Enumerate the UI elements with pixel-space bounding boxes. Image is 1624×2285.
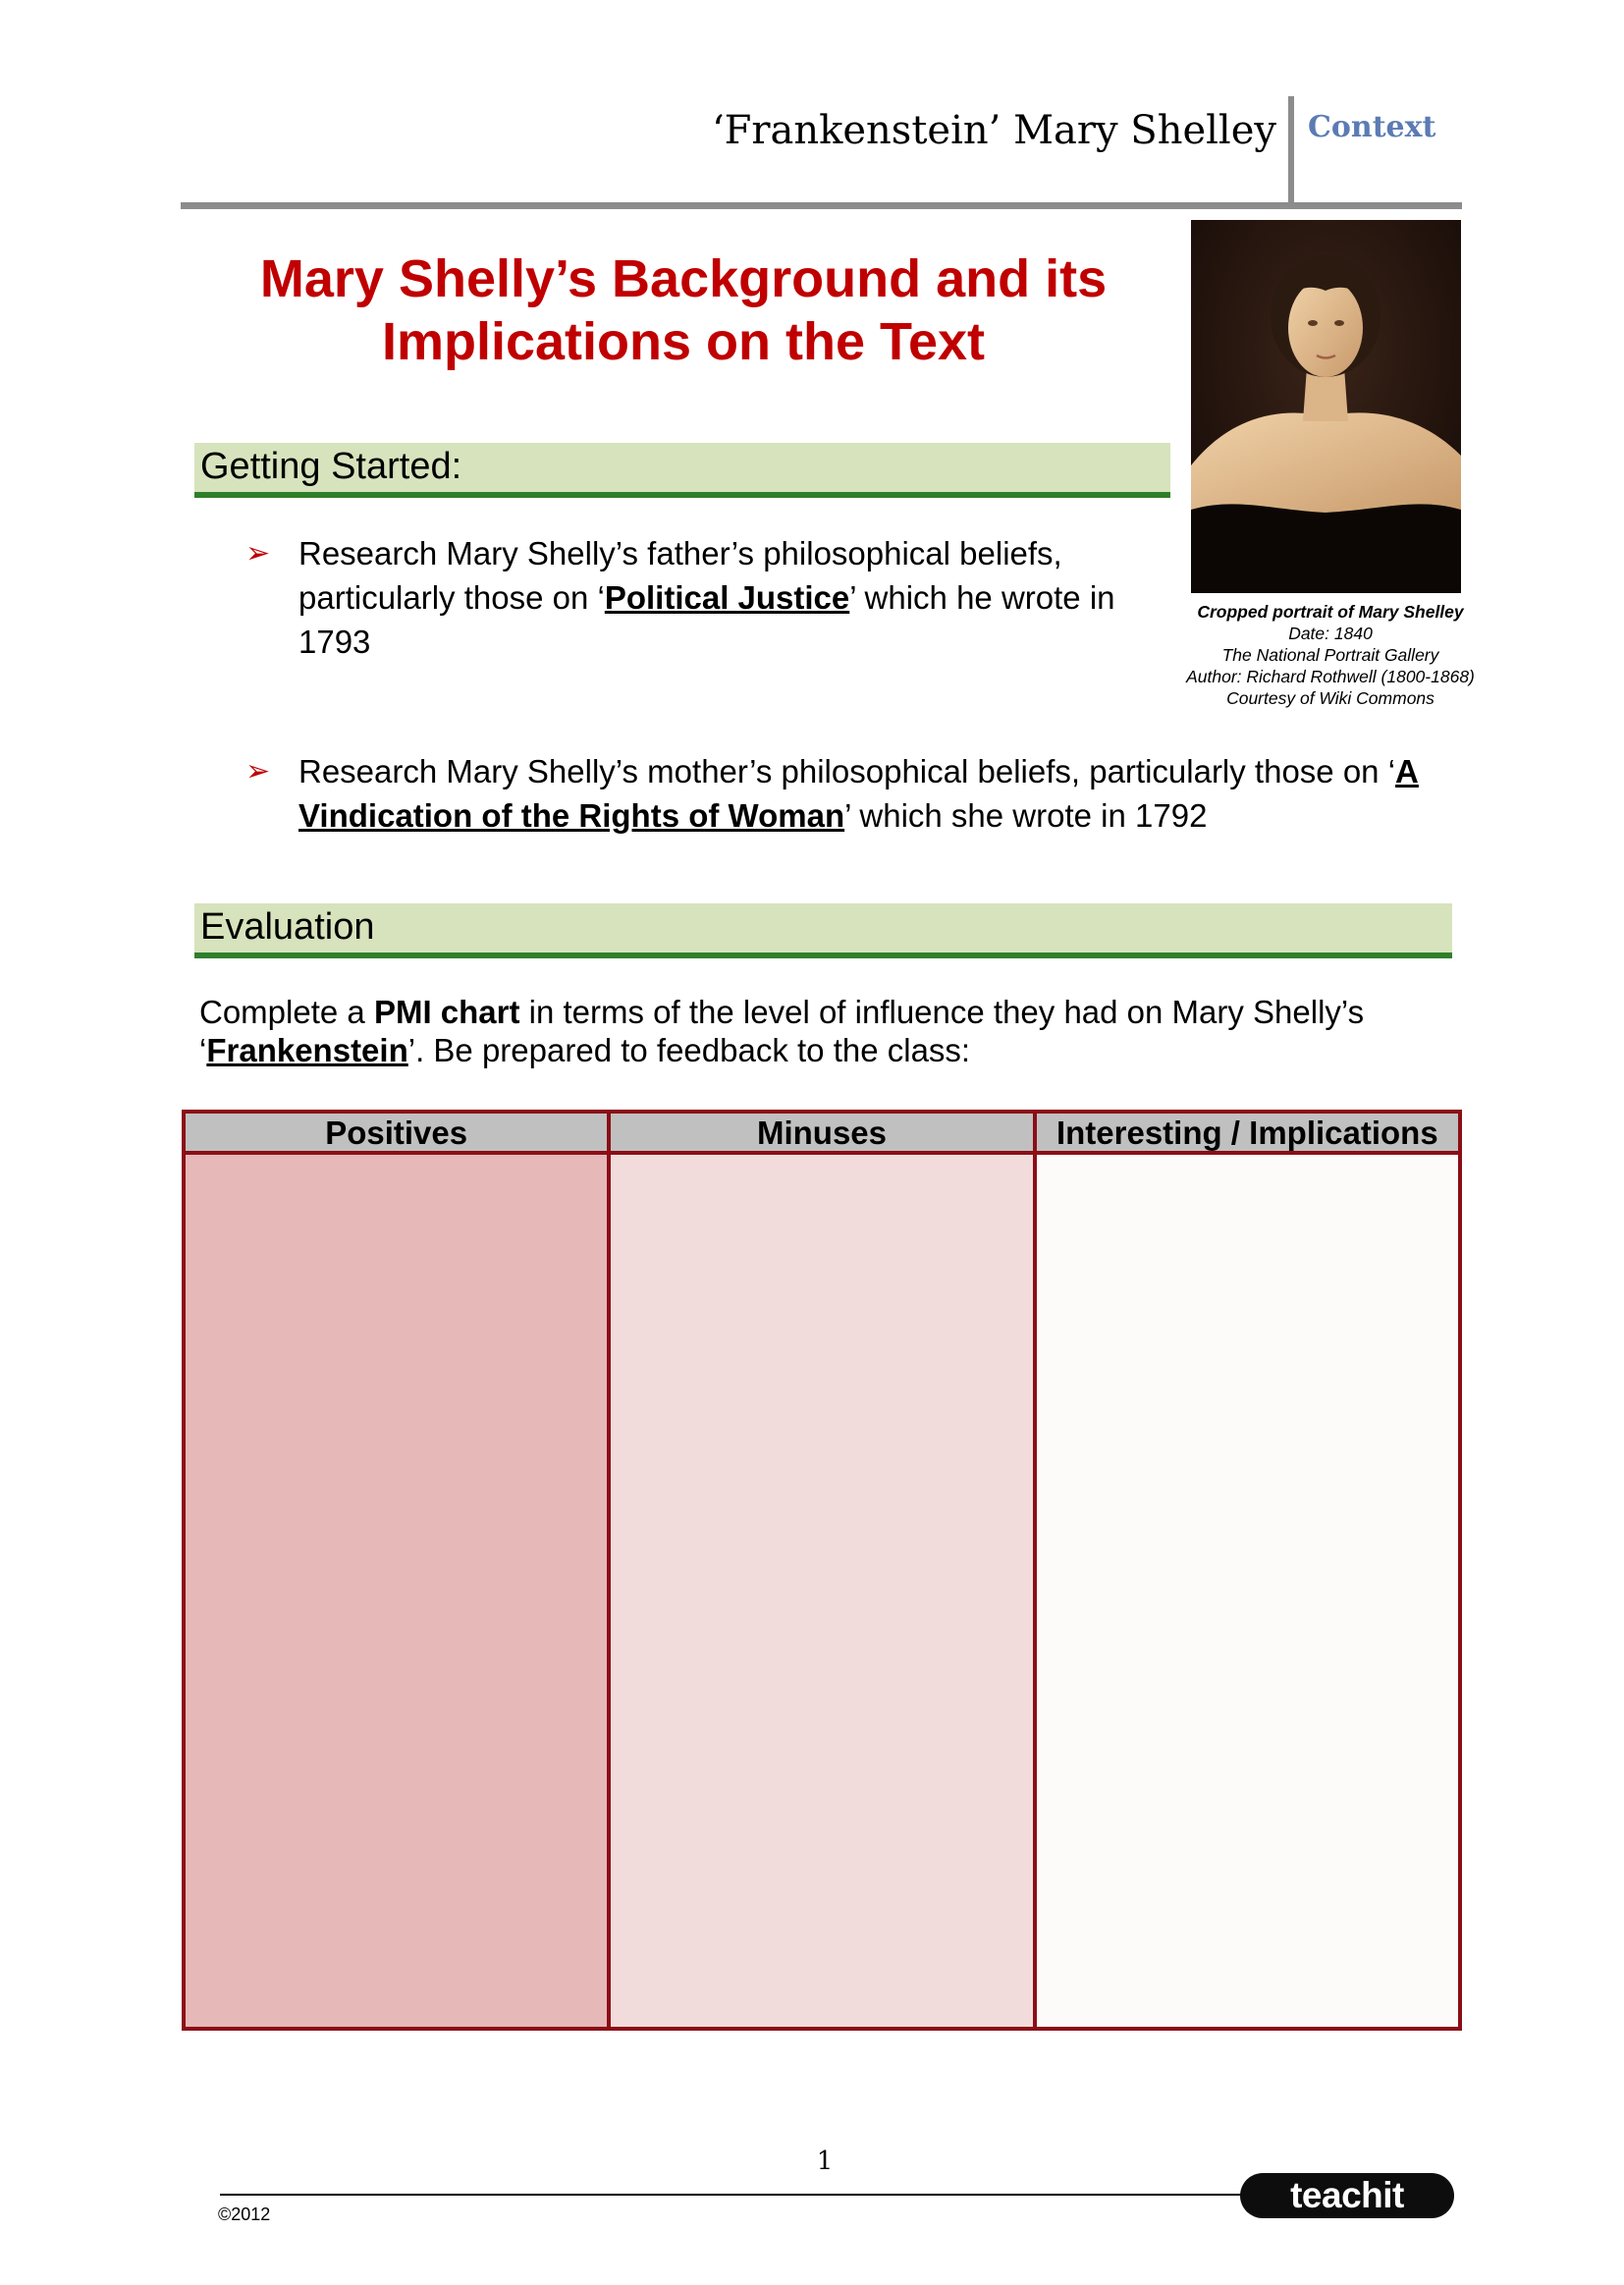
pmi-cell-minuses[interactable]: [611, 1155, 1032, 2027]
pmi-header-interesting: Interesting / Implications: [1037, 1114, 1458, 1155]
bullet-mother-text: Research Mary Shelly’s mother’s philosophical beliefs, particularly those on ‘: [298, 753, 1396, 789]
caption-gallery: The National Portrait Gallery: [1221, 645, 1439, 665]
instructions: [199, 993, 1436, 1069]
bullet-father: [298, 531, 1163, 664]
page-title-line1: Mary Shelly’s Background and its: [259, 249, 1108, 308]
document-title: ‘Frankenstein’ Mary Shelley: [711, 108, 1276, 153]
instr-pmi-chart: PMI chart: [373, 994, 520, 1030]
portrait-image: [1191, 220, 1461, 593]
instr-frankenstein: Frankenstein: [206, 1032, 408, 1068]
bullet-mother-tail: ’ which she wrote in 1792: [844, 797, 1208, 834]
portrait-caption: [1159, 601, 1502, 709]
copyright: ©2012: [218, 2204, 271, 2224]
pmi-column-minuses: [607, 1114, 1032, 2027]
caption-author: Author: Richard Rothwell (1800-1868): [1186, 667, 1475, 686]
teachit-logo: teachit: [1240, 2173, 1454, 2218]
bullet-mother: [298, 749, 1462, 838]
bullet-father-text: Research Mary Shelly’s father’s philosophical beliefs, particularly those on ‘: [298, 535, 1062, 616]
caption-date: Date: 1840: [1288, 624, 1373, 643]
caption-courtesy: Courtesy of Wiki Commons: [1226, 688, 1435, 708]
evaluation-heading: Evaluation: [194, 903, 1452, 958]
pmi-chart-table: [182, 1110, 1462, 2031]
pmi-column-interesting: [1033, 1114, 1458, 2027]
pmi-cell-positives[interactable]: [186, 1155, 607, 2027]
pmi-column-positives: [186, 1114, 607, 2027]
pmi-header-positives: Positives: [186, 1114, 607, 1155]
getting-started-heading: Getting Started:: [194, 443, 1170, 498]
bullet-father-tail: ’ which he wrote in 1793: [298, 579, 1115, 660]
instr-part3: ’. Be prepared to feedback to the class:: [407, 1032, 971, 1068]
instr-part1: Complete a: [199, 994, 374, 1030]
political-justice-link: Political Justice: [604, 579, 850, 616]
bullet-arrow-icon: ➢: [245, 537, 271, 570]
header-rule: [181, 202, 1462, 209]
page-title: [192, 247, 1174, 373]
caption-title: Cropped portrait of Mary Shelley: [1197, 602, 1464, 622]
instr-part2: in terms of the level of influence they had on Mary Shelly’s ‘: [199, 994, 1365, 1068]
vindication-link: A Vindication of the Rights of Woman: [298, 753, 1419, 834]
pmi-header-minuses: Minuses: [611, 1114, 1032, 1155]
page-title-line2: Implications on the Text: [381, 312, 986, 371]
section-label: Context: [1308, 110, 1436, 144]
footer-rule: [220, 2194, 1241, 2196]
pmi-cell-interesting[interactable]: [1037, 1155, 1458, 2027]
header-divider: [1288, 96, 1294, 204]
page-number: 1: [816, 2147, 834, 2176]
bullet-arrow-icon: ➢: [245, 755, 271, 788]
